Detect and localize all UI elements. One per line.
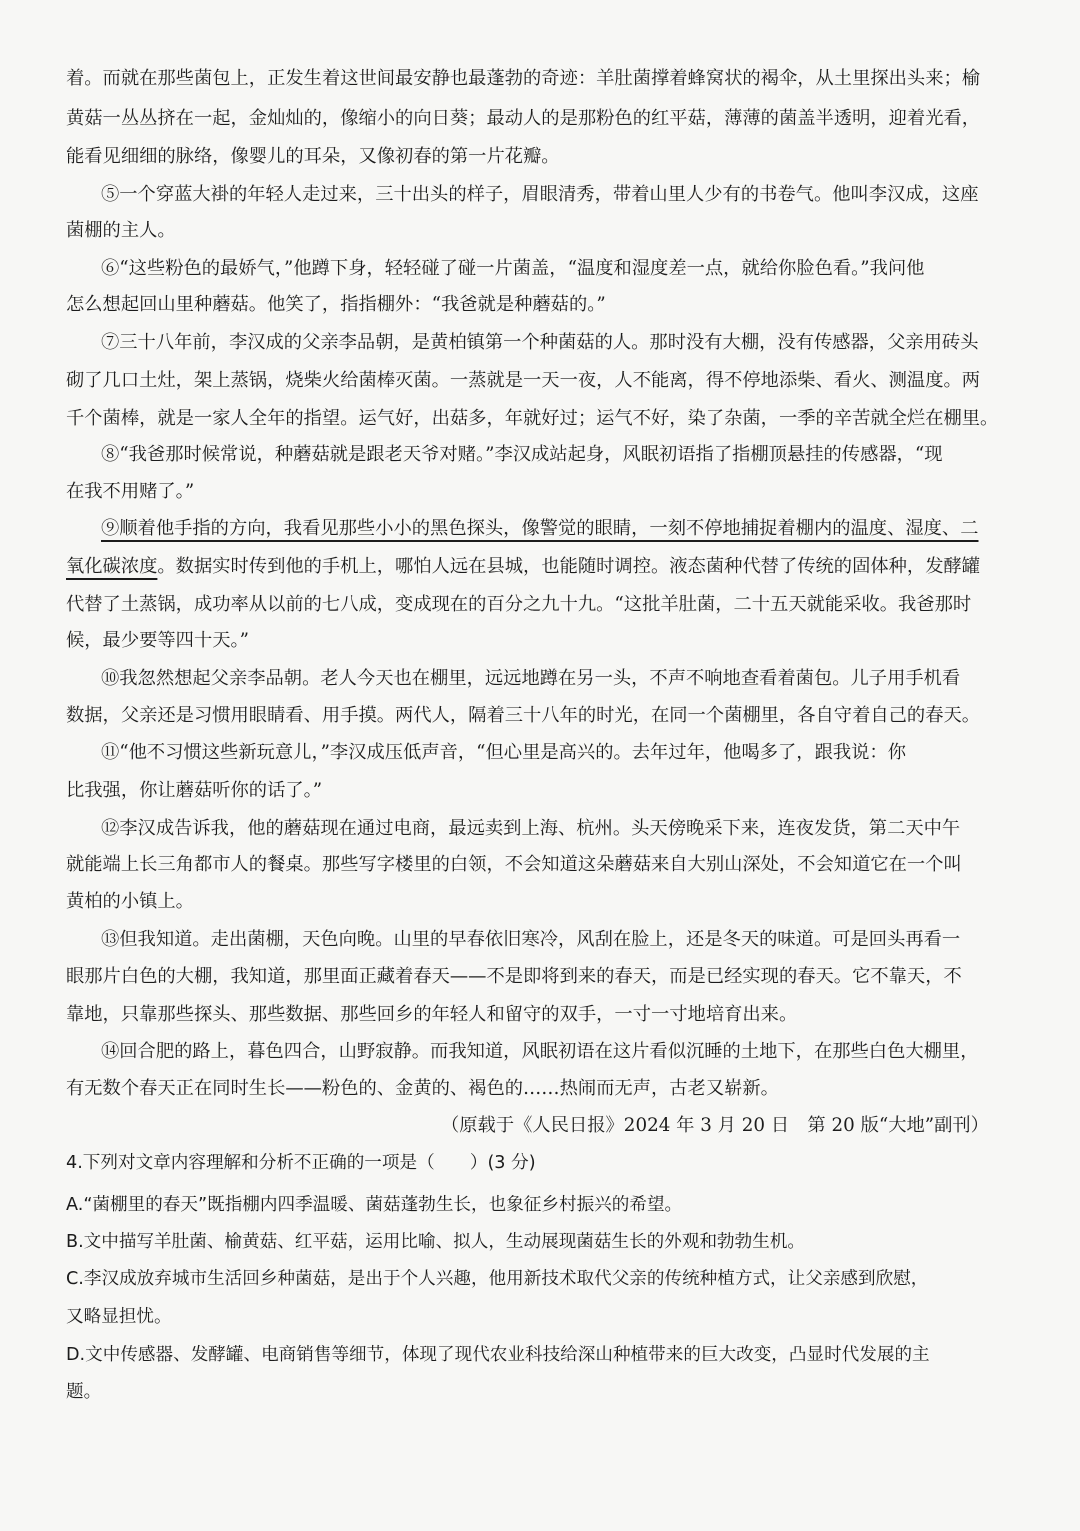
passage-line: 着。而就在那些菌包上，正发生着这世间最安静也最蓬勃的奇迹：羊肚菌撑着蜂窝状的褐伞，从土里探出头来；榆 — [66, 68, 981, 89]
passage-line — [66, 558, 980, 576]
passage-text: 。数据实时传到他的手机上，哪怕人远在县城，也能随时调控。液态菌种代替了传统的固体种，发酵罐 — [157, 556, 981, 577]
passage-line: 怎么想起回山里种蘑菇。他笑了，指指棚外：“我爸就是种蘑菇的。” — [66, 294, 606, 315]
passage-line: 代替了土蒸锅，成功率从以前的七八成，变成现在的百分之九十九。“这批羊肚菌，二十五天就能采收。我爸那时 — [66, 594, 972, 615]
option-d-continued: 题。 — [66, 1382, 102, 1402]
paragraph-14-line: ⑭回合肥的路上，暮色四合，山野寂静。而我知道，风眠初语在这片看似沉睡的土地下，在那些白色大棚里， — [101, 1041, 979, 1062]
paragraph-12-line: ⑫李汉成告诉我，他的蘑菇现在通过电商，最远卖到上海、杭州。头天傍晚采下来，连夜发货，第二天中午 — [101, 818, 961, 839]
passage-line: 数据，父亲还是习惯用眼睛看、用手摸。两代人，隔着三十八年的时光，在同一个菌棚里，各自守着自己的春天。 — [66, 705, 981, 726]
underlined-sentence-end: 氧化碳浓度 — [66, 556, 158, 577]
paragraph-8-line: ⑧“我爸那时候常说，种蘑菇就是跟老天爷对赌。”李汉成站起身，风眠初语指了指棚顶悬挂的传感器，“现 — [101, 444, 943, 465]
paragraph-13-line: ⑬但我知道。走出菌棚，天色向晚。山里的早春依旧寒冷，风刮在脸上，还是冬天的味道。可是回头再看一 — [101, 929, 961, 950]
underlined-sentence: ⑨顺着他手指的方向，我看见那些小小的黑色探头，像警觉的眼睛，一刻不停地捕捉着棚内的温度、湿度、二 — [101, 518, 979, 539]
question-stem: 4.下列对文章内容理解和分析不正确的一项是（ ）(3 分) — [66, 1153, 536, 1173]
passage-line: 就能端上长三角都市人的餐桌。那些写字楼里的白领，不会知道这朵蘑菇来自大别山深处，不会知道它在一个叫 — [66, 854, 962, 875]
passage-line: 候，最少要等四十天。” — [66, 630, 250, 651]
passage-line: 黄菇一丛丛挤在一起，金灿灿的，像缩小的向日葵；最动人的是那粉色的红平菇，薄薄的菌盖半透明，迎着光看， — [66, 108, 981, 129]
option-c: C.李汉成放弃城市生活回乡种菌菇，是出于个人兴趣，他用新技术取代父亲的传统种植方式，让父亲感到欣慰， — [66, 1269, 929, 1289]
passage-line: 靠地，只靠那些探头、那些数据、那些回乡的年轻人和留守的双手，一寸一寸地培育出来。 — [66, 1004, 798, 1025]
option-c-continued: 又略显担忧。 — [66, 1307, 172, 1327]
passage-line: 比我强，你让蘑菇听你的话了。” — [66, 780, 323, 801]
passage-line: 千个菌棒，就是一家人全年的指望。运气好，出菇多，年就好过；运气不好，染了杂菌，一季的辛苦就全烂在棚里。 — [66, 408, 999, 429]
article-source: （原载于《人民日报》2024 年 3 月 20 日 第 20 版“大地”副刊） — [441, 1115, 989, 1136]
paragraph-11-line: ⑪“他不习惯这些新玩意儿，”李汉成压低声音，“但心里是高兴的。去年过年，他喝多了，跟我说：你 — [101, 742, 906, 763]
passage-line: 有无数个春天正在同时生长——粉色的、金黄的、褐色的……热闹而无声，古老又崭新。 — [66, 1078, 779, 1099]
paragraph-10-line: ⑩我忽然想起父亲李品朝。老人今天也在棚里，远远地蹲在另一头，不声不响地查看着菌包。儿子用手机看 — [101, 668, 961, 689]
option-d: D.文中传感器、发酵罐、电商销售等细节，体现了现代农业科技给深山种植带来的巨大改变，凸显时代发展的主 — [66, 1345, 930, 1365]
passage-line: 菌棚的主人。 — [66, 220, 176, 241]
passage-line: 砌了几口土灶，架上蒸锅，烧柴火给菌棒灭菌。一蒸就是一天一夜，人不能离，得不停地添柴、看火、测温度。两 — [66, 370, 981, 391]
option-b: B.文中描写羊肚菌、榆黄菇、红平菇，运用比喻、拟人，生动展现菌菇生长的外观和勃勃生机。 — [66, 1232, 806, 1252]
paragraph-6-line: ⑥“这些粉色的最娇气，”他蹲下身，轻轻碰了碰一片菌盖，“温度和湿度差一点，就给你脸色看。”我问他 — [101, 258, 925, 279]
paragraph-7-line: ⑦三十八年前，李汉成的父亲李品朝，是黄柏镇第一个种菌菇的人。那时没有大棚，没有传感器，父亲用砖头 — [101, 332, 979, 353]
passage-line: 在我不用赌了。” — [66, 481, 195, 502]
option-a: A.“菌棚里的春天”既指棚内四季温暖、菌菇蓬勃生长，也象征乡村振兴的希望。 — [66, 1195, 683, 1215]
passage-line: 能看见细细的脉络，像婴儿的耳朵，又像初春的第一片花瓣。 — [66, 146, 560, 167]
passage-line: 黄柏的小镇上。 — [66, 891, 194, 912]
passage-line: 眼那片白色的大棚，我知道，那里面正藏着春天——不是即将到来的春天，而是已经实现的春天。它不靠天，不 — [66, 966, 962, 987]
paragraph-5-line: ⑤一个穿蓝大褂的年轻人走过来，三十出头的样子，眉眼清秀，带着山里人少有的书卷气。他叫李汉成，这座 — [101, 184, 979, 205]
